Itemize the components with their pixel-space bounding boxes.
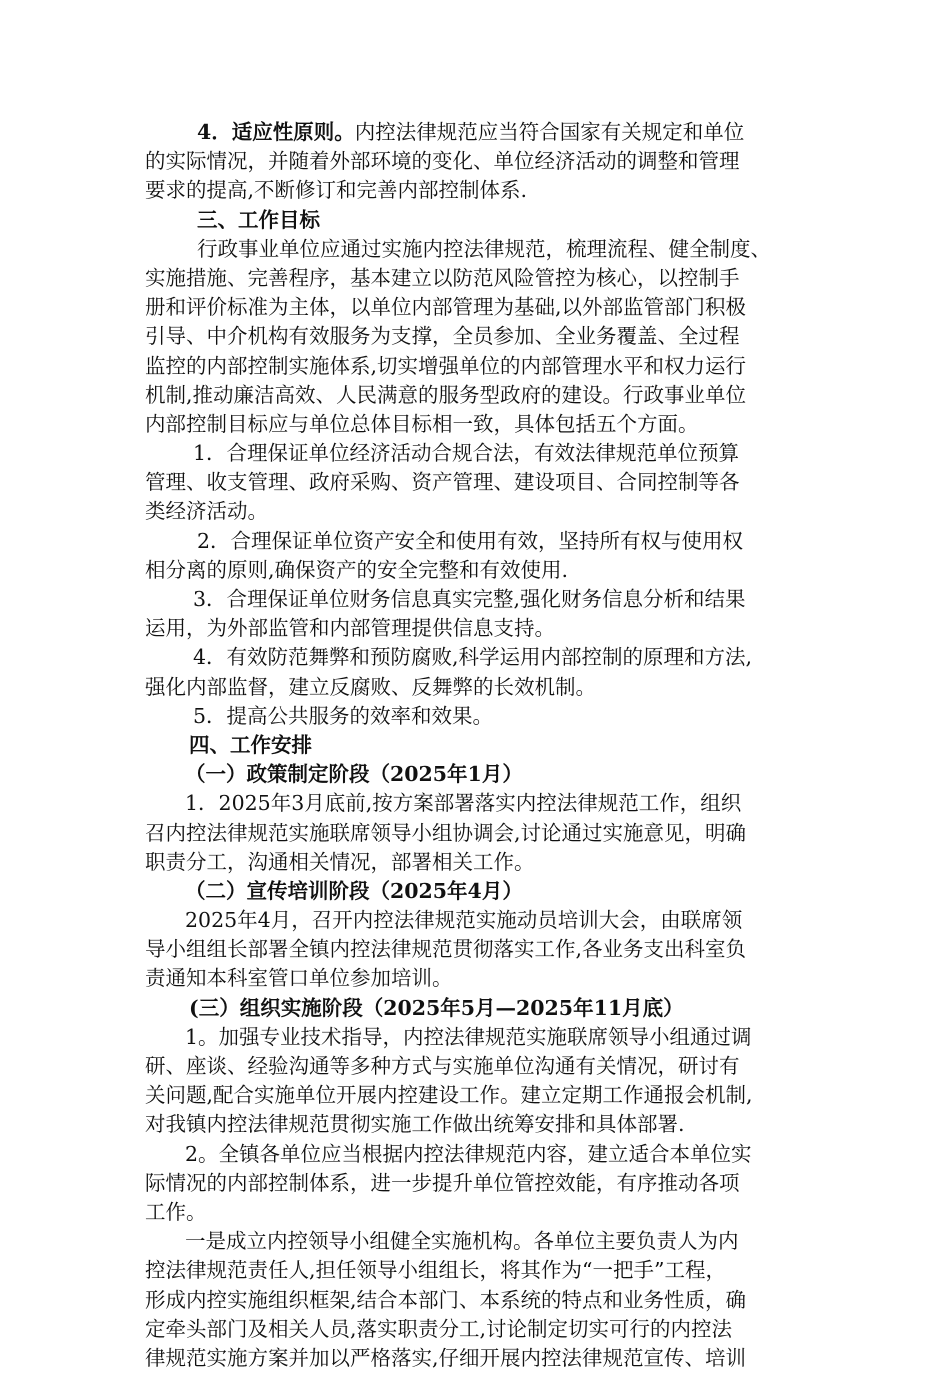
list-item: 3．合理保证单位财务信息真实完整,强化财务信息分析和结果 xyxy=(193,587,746,611)
paragraph-line: 实施措施、完善程序，基本建立以防范风险管控为核心，以控制手 xyxy=(145,265,740,290)
paragraph-line: 运用，为外部监管和内部管理提供信息支持。 xyxy=(145,616,555,641)
paragraph-line: 册和评价标准为主体，以单位内部管理为基础,以外部监管部门积极 xyxy=(145,295,747,320)
paragraph-line: 研、座谈、经验沟通等多种方式与实施单位沟通有关情况，研讨有 xyxy=(145,1054,740,1078)
paragraph-line: 类经济活动。 xyxy=(145,499,268,524)
paragraph-line: 行政事业单位应通过实施内控法律规范，梳理流程、健全制度、 xyxy=(197,236,771,261)
section-heading: 四、工作安排 xyxy=(189,732,312,757)
paragraph-line: 强化内部监督，建立反腐败、反舞弊的长效机制。 xyxy=(145,674,596,699)
subsection-heading: (三）组织实施阶段（2025年5月—2025年11月底） xyxy=(189,995,684,1020)
paragraph-line: 要求的提高,不断修订和完善内部控制体系. xyxy=(145,178,528,203)
paragraph-line: 定牵头部门及相关人员,落实职责分工,讨论制定切实可行的内控法 xyxy=(145,1316,733,1341)
paragraph-line: 形成内控实施组织框架,结合本部门、本系统的特点和业务性质，确 xyxy=(145,1287,747,1312)
paragraph-line: 工作。 xyxy=(145,1199,207,1224)
subsection-heading: （一）政策制定阶段（2025年1月） xyxy=(185,762,523,787)
paragraph-line: 监控的内部控制实施体系,切实增强单位的内部管理水平和权力运行 xyxy=(145,353,747,378)
section-heading: 三、工作目标 xyxy=(197,207,320,232)
paragraph-line: 的实际情况，并随着外部环境的变化、单位经济活动的调整和管理 xyxy=(145,149,740,174)
subsection-heading: （二）宣传培训阶段（2025年4月） xyxy=(185,878,523,903)
paragraph-line xyxy=(145,118,813,147)
paragraph-line: 职责分工，沟通相关情况，部署相关工作。 xyxy=(145,849,535,874)
list-item: 1。加强专业技术指导，内控法律规范实施联席领导小组通过调 xyxy=(185,1024,752,1049)
principle-text: 内控法律规范应当符合国家有关规定和单位 xyxy=(354,120,745,144)
paragraph-line: 控法律规范责任人,担任领导小组组长，将其作为“一把手”工程， xyxy=(145,1258,726,1283)
list-item: 5．提高公共服务的效率和效果。 xyxy=(193,703,494,728)
paragraph-line: 相分离的原则,确保资产的安全完整和有效使用. xyxy=(145,557,569,582)
paragraph-line: 内部控制目标应与单位总体目标相一致，具体包括五个方面。 xyxy=(145,411,699,436)
list-item: 4．有效防范舞弊和预防腐败,科学运用内部控制的原理和方法, xyxy=(193,645,753,670)
list-item: 2。全镇各单位应当根据内控法律规范内容，建立适合本单位实 xyxy=(185,1141,752,1166)
paragraph-line: 2025年4月，召开内控法律规范实施动员培训大会，由联席领 xyxy=(185,908,743,933)
paragraph-line: 导小组组长部署全镇内控法律规范贯彻落实工作,各业务支出科室负 xyxy=(145,937,747,962)
paragraph-line: 召内控法律规范实施联席领导小组协调会,讨论通过实施意见，明确 xyxy=(145,820,747,845)
paragraph-line: 际情况的内部控制体系，进一步提升单位管控效能，有序推动各项 xyxy=(145,1170,740,1195)
paragraph-line: 机制,推动廉洁高效、人民满意的服务型政府的建设。行政事业单位 xyxy=(145,382,747,407)
paragraph-line: 对我镇内控法律规范贯彻实施工作做出统筹安排和具体部署. xyxy=(145,1112,685,1137)
paragraph-line: 一是成立内控领导小组健全实施机构。各单位主要负责人为内 xyxy=(185,1229,739,1254)
list-item: 2．合理保证单位资产安全和使用有效，坚持所有权与使用权 xyxy=(197,528,744,553)
paragraph-line: 引导、中介机构有效服务为支撑，全员参加、全业务覆盖、全过程 xyxy=(145,324,740,349)
paragraph-line: 责通知本科室管口单位参加培训。 xyxy=(145,966,453,991)
paragraph-line: 关问题,配合实施单位开展内控建设工作。建立定期工作通报会机制, xyxy=(145,1083,753,1108)
paragraph-line: 管理、收支管理、政府采购、资产管理、建设项目、合同控制等各 xyxy=(145,470,740,495)
paragraph-line: 律规范实施方案并加以严格落实,仔细开展内控法律规范宣传、培训 xyxy=(145,1345,747,1370)
principle-heading: 4．适应性原则。 xyxy=(197,120,355,144)
list-item: 1．2025年3月底前,按方案部署落实内控法律规范工作，组织 xyxy=(185,791,742,816)
document-page xyxy=(145,118,813,1373)
list-item: 1．合理保证单位经济活动合规合法，有效法律规范单位预算 xyxy=(193,441,740,466)
